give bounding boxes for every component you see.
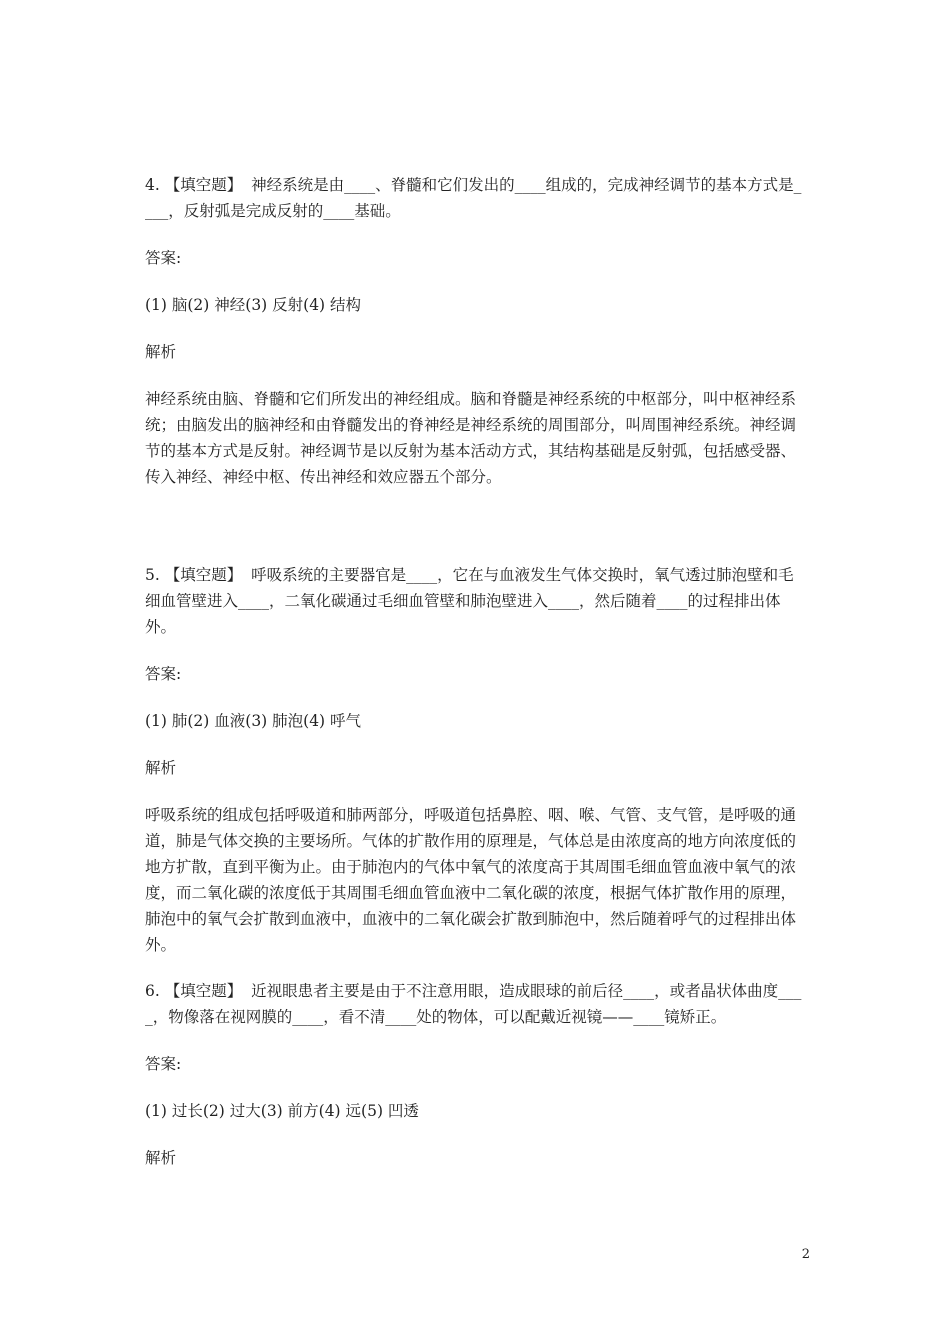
answer-label: 答案: (145, 1055, 182, 1073)
question-text: 神经系统是由____、脊髓和它们发出的____组成的，完成神经调节的基本方式是____，反射弧是完成反射的____基础。 (145, 176, 802, 220)
question-heading: 4. 【填空题】 (145, 176, 243, 194)
answer-label: 答案: (145, 249, 182, 267)
analysis-label: 解析 (145, 1149, 177, 1167)
question-stem (145, 562, 807, 640)
question-stem (145, 172, 807, 224)
question-stem (145, 978, 807, 1030)
question-text: 呼吸系统的主要器官是____，它在与血液发生气体交换时，氧气透过肺泡壁和毛细血管壁进入____，二氧化碳通过毛细血管壁和肺泡壁进入____，然后随着____的过程排出体外。 (145, 566, 794, 636)
answer-list: (1) 脑(2) 神经(3) 反射(4) 结构 (145, 296, 362, 314)
spacer (145, 958, 807, 978)
answer-list: (1) 肺(2) 血液(3) 肺泡(4) 呼气 (145, 712, 362, 730)
answer-list: (1) 过长(2) 过大(3) 前方(4) 远(5) 凹透 (145, 1102, 419, 1120)
question-4 (145, 172, 807, 490)
question-6 (145, 978, 807, 1171)
spacer (145, 490, 807, 562)
answer-label: 答案: (145, 665, 182, 683)
question-5 (145, 562, 807, 958)
question-text: 近视眼患者主要是由于不注意用眼，造成眼球的前后径____，或者晶状体曲度____，物像落在视网膜的____，看不清____处的物体，可以配戴近视镜——____镜矫正。 (145, 982, 802, 1026)
question-heading: 6. 【填空题】 (145, 982, 243, 1000)
analysis-text: 呼吸系统的组成包括呼吸道和肺两部分，呼吸道包括鼻腔、咽、喉、气管、支气管，是呼吸的通道，肺是气体交换的主要场所。气体的扩散作用的原理是，气体总是由浓度高的地方向浓度低的地方扩散，直到平衡为止。由于肺泡内的气体中氧气的浓度高于其周围毛细血管血液中氧气的浓度，而二氧化碳的浓度低于其周围毛细血管血液中二氧化碳的浓度，根据气体扩散作用的原理，肺泡中的氧气会扩散到血液中，血液中的二氧化碳会扩散到肺泡中，然后随着呼气的过程排出体外。 (145, 806, 797, 954)
page-content (145, 172, 807, 1171)
question-heading: 5. 【填空题】 (145, 566, 243, 584)
analysis-text: 神经系统由脑、脊髓和它们所发出的神经组成。脑和脊髓是神经系统的中枢部分，叫中枢神经系统；由脑发出的脑神经和由脊髓发出的脊神经是神经系统的周围部分，叫周围神经系统。神经调节的基本方式是反射。神经调节是以反射为基本活动方式，其结构基础是反射弧，包括感受器、传入神经、神经中枢、传出神经和效应器五个部分。 (145, 390, 797, 486)
analysis-label: 解析 (145, 343, 177, 361)
analysis-label: 解析 (145, 759, 177, 777)
page-number: 2 (801, 1247, 810, 1262)
